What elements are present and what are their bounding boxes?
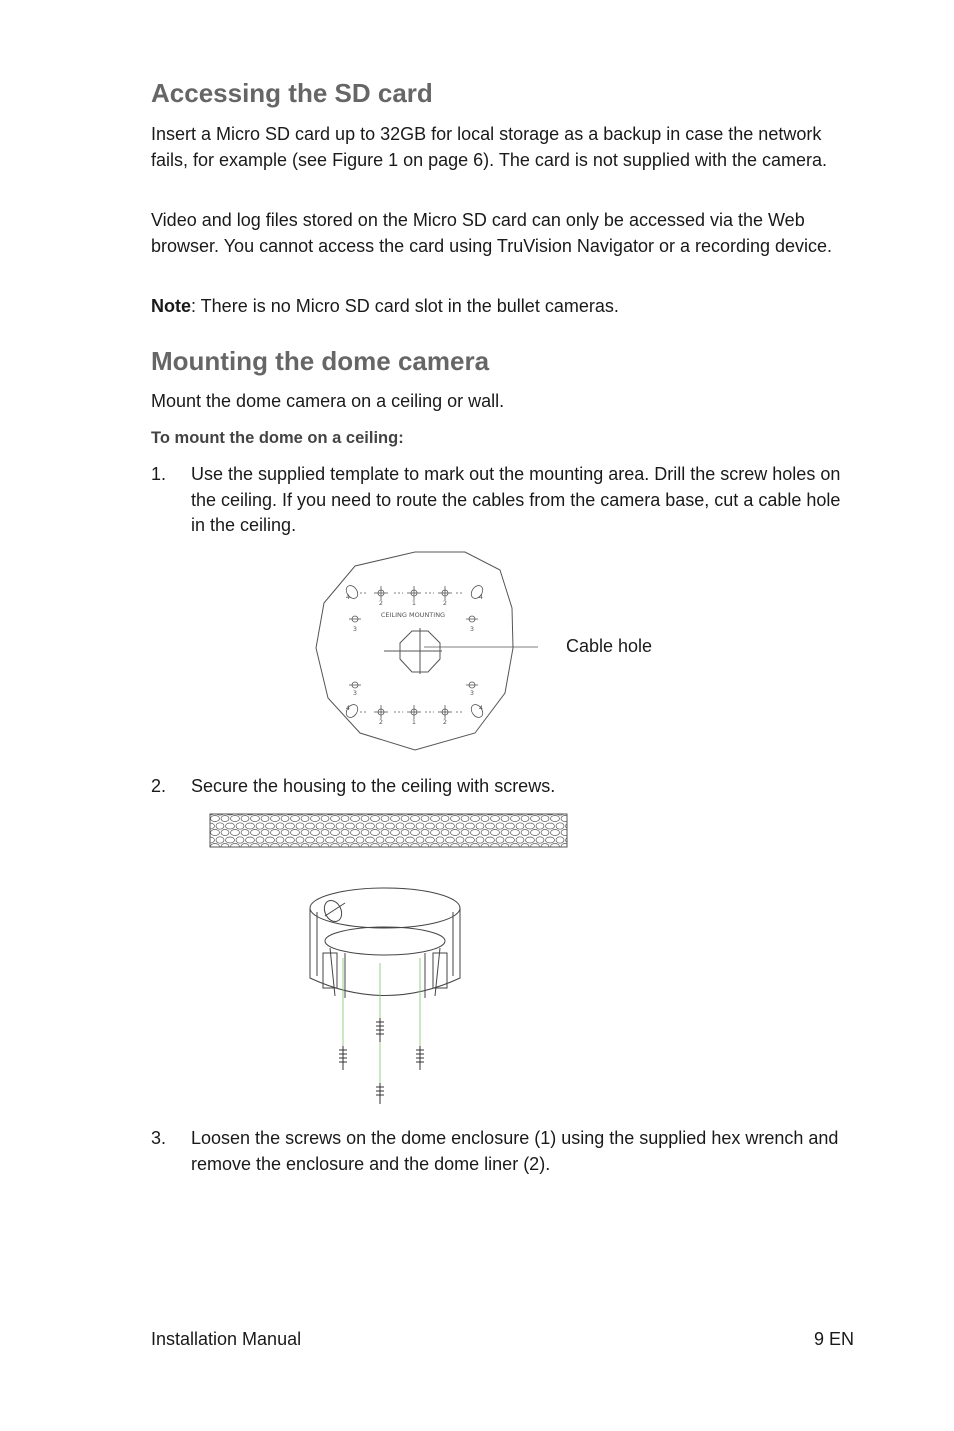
sd-note [151,294,854,320]
screws [339,1018,424,1104]
hole-number: 3 [469,625,475,633]
housing-shape [310,888,460,998]
hole-markers-bottom [344,682,485,720]
mount-intro: Mount the dome camera on a ceiling or wall. [151,391,505,411]
hole-number: 4 [478,593,484,601]
hole-number: 2 [442,599,448,607]
screw-guide-lines [343,958,420,1088]
step-text: Secure the housing to the ceiling with screws. [191,776,556,796]
hole-number: 4 [478,704,484,712]
hole-number: 3 [352,625,358,633]
heading-accessing-sd-card: Accessing the SD card [151,78,433,108]
sd-paragraph-2: Video and log files stored on the Micro SD card can only be accessed via the Web browser. You cannot access the card using TruVision Navigator or a recording device. [151,210,833,256]
hole-number: 3 [352,689,358,697]
cable-hole-callout: Cable hole [566,636,653,656]
sd-paragraph-1: Insert a Micro SD card up to 32GB for local storage as a backup in case the network fails, for example (see Figure 1 on page 6). The card is not supplied with the camera. [151,124,828,170]
page-number: 9 EN [813,1329,854,1349]
housing-screws-figure [205,808,575,1108]
step-number: 1. [151,464,167,484]
note-text: : There is no Micro SD card slot in the bullet cameras. [191,296,619,316]
mount-subheading: To mount the dome on a ceiling: [151,429,404,447]
hole-number: 1 [411,599,417,607]
step-number: 2. [151,776,167,796]
hole-number: 2 [442,718,448,726]
note-label: Note [151,296,191,316]
hole-number: 3 [469,689,475,697]
heading-mounting-dome-camera: Mounting the dome camera [151,346,490,376]
footer-left: Installation Manual [151,1329,302,1349]
hole-number: 1 [411,718,417,726]
ceiling-strip [210,814,567,847]
step-text: Loosen the screws on the dome enclosure (1) using the supplied hex wrench and remove the enclosure and the dome liner (2). [191,1128,839,1174]
hole-number: 4 [345,704,351,712]
page-footer [151,1327,854,1352]
step-number: 3. [151,1128,167,1148]
step-text: Use the supplied template to mark out the mounting area. Drill the screw holes on the ceiling. If you need to route the cables from the camera base, cut a cable hole in the ceiling. [191,464,841,535]
hole-number: 2 [378,718,384,726]
ceiling-mounting-label: CEILING MOUNTING [380,611,446,619]
hole-number: 4 [345,593,351,601]
hole-number: 2 [378,599,384,607]
